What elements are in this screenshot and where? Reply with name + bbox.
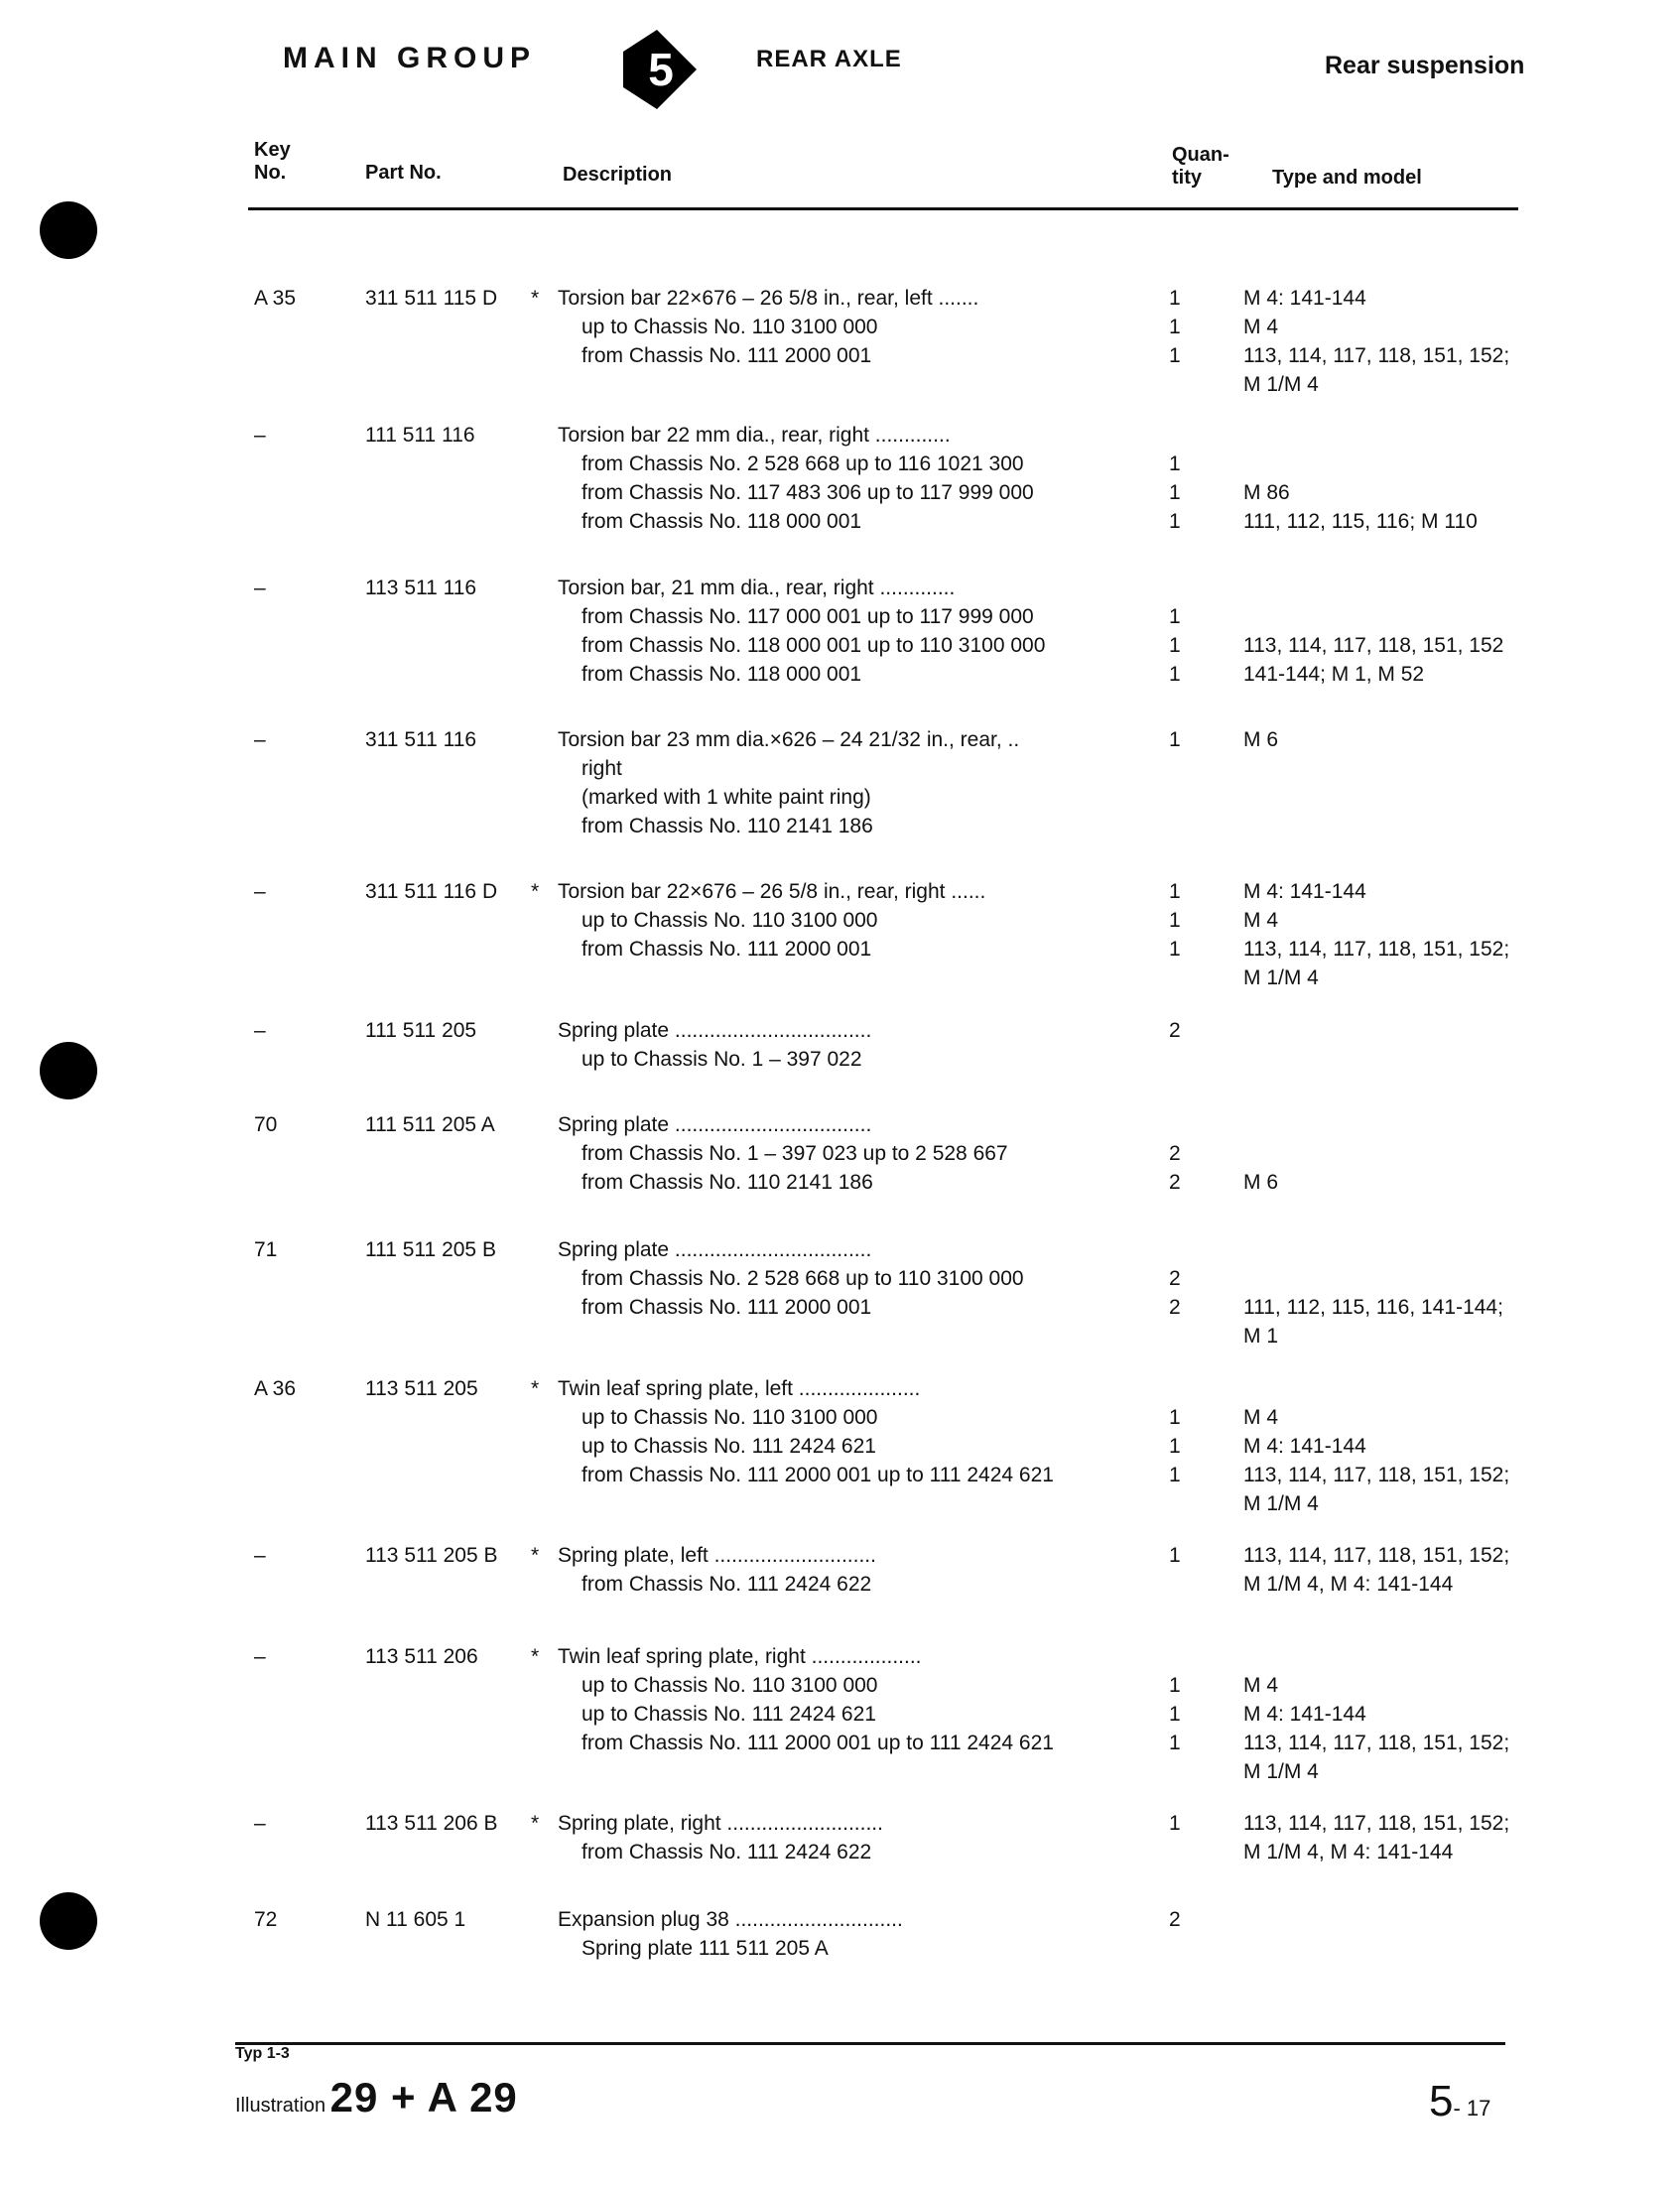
type-and-model-line: M 1/M 4 [1243,1760,1319,1783]
description [558,1642,1133,1757]
key-number: A 36 [254,1377,297,1400]
key-number: – [254,577,266,599]
quantity-line: 1 [1169,510,1181,533]
description-line: Torsion bar, 21 mm dia., rear, right ............. [558,577,956,599]
column-header-description: Description [563,164,673,186]
quantity [1169,1541,1181,1599]
quantity-line: 2 [1169,1908,1181,1931]
type-and-model-line: M 4 [1243,909,1279,932]
key-number: – [254,1645,266,1668]
quantity-line: 1 [1169,1435,1181,1458]
quantity [1169,1642,1181,1757]
type-and-model-line: M 4: 141-144 [1243,1435,1366,1458]
part-number: 111 511 116 [365,424,475,447]
part-number: 311 511 116 [365,728,477,751]
quantity-line: 1 [1169,481,1181,504]
type-and-model-line: M 86 [1243,481,1290,504]
main-group-label: MAIN GROUP [283,42,536,74]
quantity-line [1169,574,1181,602]
part-number: 111 511 205 A [365,1113,495,1136]
quantity-line: 1 [1169,344,1181,367]
type-and-model-line [1243,1374,1509,1403]
type-and-model-line: M 1/M 4, M 4: 141-144 [1243,1841,1454,1864]
quantity [1169,421,1181,536]
quantity-line [1169,1235,1181,1264]
type-and-model-line: M 4 [1243,1674,1279,1697]
quantity-line [1169,1110,1181,1139]
quantity-line [1169,1642,1181,1671]
part-number: 113 511 206 [365,1645,478,1668]
description-line: from Chassis No. 111 2000 001 [582,1296,872,1319]
type-and-model [1243,1642,1509,1786]
binder-hole-bottom [40,1892,97,1950]
type-and-model-line: 113, 114, 117, 118, 151, 152; [1243,1812,1510,1835]
quantity-line [1169,1045,1181,1074]
quantity-line: 1 [1169,287,1181,310]
type-and-model [1243,1110,1278,1197]
type-and-model-line: M 4 [1243,316,1279,338]
new-part-marker: * [531,1544,540,1567]
quantity-line: 1 [1169,1703,1181,1726]
description-line: up to Chassis No. 111 2424 621 [582,1435,876,1458]
type-and-model-line [1243,1139,1278,1168]
quantity-line: 2 [1169,1296,1181,1319]
part-number: 113 511 206 B [365,1812,498,1835]
description-line: (marked with 1 white paint ring) [582,786,871,809]
quantity-line: 1 [1169,909,1181,932]
type-and-model-line: M 6 [1243,1171,1279,1194]
quantity-line [1169,754,1181,783]
description-line: Spring plate, right ........................... [558,1812,883,1835]
description-line: from Chassis No. 111 2000 001 [582,938,872,961]
part-number: 111 511 205 B [365,1238,496,1261]
description-line: from Chassis No. 117 000 001 up to 117 999 000 [582,605,1034,628]
column-header-key: Key No. [254,139,291,184]
description-line: from Chassis No. 2 528 668 up to 116 1021 300 [582,452,1024,475]
quantity-line: 1 [1169,1464,1181,1486]
quantity-line: 1 [1169,880,1181,903]
binder-hole-top [40,201,97,259]
type-and-model-line [1243,1110,1278,1139]
key-number: – [254,424,266,447]
quantity-line: 2 [1169,1267,1181,1290]
type-and-model-line: 113, 114, 117, 118, 151, 152; [1243,1732,1510,1754]
group-number: 5 [648,44,674,95]
description-line: from Chassis No. 111 2000 001 up to 111 2424 621 [582,1464,1054,1486]
key-number: A 35 [254,287,297,310]
type-and-model-line [1243,1235,1503,1264]
column-header-quantity: Quan- tity [1172,144,1229,189]
quantity-line [1169,421,1181,450]
quantity-line: 1 [1169,1732,1181,1754]
type-and-model-line: M 1/M 4, M 4: 141-144 [1243,1573,1454,1596]
section-title: REAR AXLE [756,46,902,72]
quantity-line: 1 [1169,605,1181,628]
type-and-model [1243,877,1509,992]
quantity-line: 2 [1169,1019,1181,1042]
binder-hole-middle [40,1042,97,1099]
quantity-line [1169,1374,1181,1403]
key-number: 71 [254,1238,278,1261]
description [558,1809,1133,1866]
part-number: 113 511 116 [365,577,477,599]
group-number-badge [615,28,699,111]
part-number: 111 511 205 [365,1019,477,1042]
part-number: 113 511 205 B [365,1544,498,1567]
type-and-model-line [1243,602,1503,631]
quantity [1169,1809,1181,1866]
new-part-marker: * [531,1812,540,1835]
type-and-model-line: M 1/M 4 [1243,1492,1319,1515]
new-part-marker: * [531,1377,540,1400]
quantity-line: 1 [1169,316,1181,338]
description-line: up to Chassis No. 110 3100 000 [582,909,878,932]
type-and-model-line: M 4: 141-144 [1243,287,1366,310]
description-line: Twin leaf spring plate, left ..................... [558,1377,921,1400]
description-line: Spring plate .................................. [558,1113,872,1136]
description-line: Spring plate .................................. [558,1019,872,1042]
quantity-line [1169,1570,1181,1599]
part-number: 113 511 205 [365,1377,478,1400]
description-line: from Chassis No. 110 2141 186 [582,1171,873,1194]
type-and-model [1243,1541,1509,1599]
column-header-part: Part No. [365,162,442,184]
quantity [1169,574,1181,689]
description-line: Spring plate, left ............................ [558,1544,876,1567]
type-and-model [1243,1374,1509,1518]
quantity-line: 1 [1169,663,1181,686]
header-rule [248,207,1518,210]
footer-type-label: Typ 1-3 [235,2045,290,2062]
description-line: from Chassis No. 117 483 306 up to 117 999 000 [582,481,1034,504]
description-line: from Chassis No. 1 – 397 023 up to 2 528 667 [582,1142,1008,1165]
key-number: 70 [254,1113,278,1136]
description-line: from Chassis No. 118 000 001 [582,510,862,533]
type-and-model-line: M 1/M 4 [1243,373,1319,396]
description-line: from Chassis No. 111 2000 001 up to 111 2424 621 [582,1732,1054,1754]
type-and-model-line: 113, 114, 117, 118, 151, 152; [1243,1464,1510,1486]
type-and-model-line [1243,450,1478,478]
type-and-model-line: 113, 114, 117, 118, 151, 152; [1243,938,1510,961]
type-and-model [1243,284,1509,399]
type-and-model-line: M 4 [1243,1406,1279,1429]
type-and-model-line: M 4: 141-144 [1243,1703,1366,1726]
quantity [1169,1374,1181,1489]
description [558,1374,1133,1489]
type-and-model-line: M 1/M 4 [1243,966,1319,989]
description-line: Spring plate 111 511 205 A [582,1937,829,1960]
description-line: from Chassis No. 110 2141 186 [582,815,873,837]
description-line: Torsion bar 22×676 – 26 5/8 in., rear, right ...... [558,880,986,903]
quantity-line: 1 [1169,1544,1181,1567]
description [558,1016,1133,1074]
type-and-model-line: M 4: 141-144 [1243,880,1366,903]
description-line: Torsion bar 23 mm dia.×626 – 24 21/32 in., rear, .. [558,728,1020,751]
type-and-model-line: 141-144; M 1, M 52 [1243,663,1425,686]
key-number: – [254,1812,266,1835]
page-number [1429,2077,1490,2126]
quantity-line: 1 [1169,938,1181,961]
quantity-line: 1 [1169,634,1181,657]
description [558,877,1133,964]
key-number: 72 [254,1908,278,1931]
description [558,1905,1133,1963]
type-and-model-line [1243,421,1478,450]
description-line: up to Chassis No. 110 3100 000 [582,1674,878,1697]
type-and-model-line: M 1 [1243,1325,1279,1348]
quantity-line: 1 [1169,452,1181,475]
quantity-line [1169,812,1181,840]
quantity-line: 2 [1169,1142,1181,1165]
description [558,284,1133,370]
description-line: from Chassis No. 118 000 001 [582,663,862,686]
quantity-line [1169,1838,1181,1866]
page-title: Rear suspension [1325,52,1525,79]
description-line: right [582,757,622,780]
type-and-model-line: 113, 114, 117, 118, 151, 152; [1243,344,1510,367]
type-and-model [1243,421,1478,536]
part-number: N 11 605 1 [365,1908,466,1931]
new-part-marker: * [531,1645,540,1668]
quantity [1169,1110,1181,1197]
quantity [1169,1235,1181,1322]
quantity-line: 2 [1169,1171,1181,1194]
description-line: Torsion bar 22×676 – 26 5/8 in., rear, left ....... [558,287,979,310]
description [558,1541,1133,1599]
part-number: 311 511 116 D [365,880,498,903]
type-and-model [1243,574,1503,689]
description [558,725,1133,840]
description-line: from Chassis No. 2 528 668 up to 110 3100 000 [582,1267,1024,1290]
illustration-number: 29 + A 29 [329,2074,518,2121]
description-line: up to Chassis No. 110 3100 000 [582,1406,878,1429]
key-number: – [254,728,266,751]
quantity-line: 1 [1169,728,1181,751]
quantity [1169,877,1181,964]
type-and-model [1243,1235,1503,1350]
quantity-line [1169,1934,1181,1963]
new-part-marker: * [531,287,540,310]
type-and-model [1243,725,1278,754]
part-number: 311 511 115 D [365,287,498,310]
key-number: – [254,1019,266,1042]
description-line: from Chassis No. 111 2424 622 [582,1573,872,1596]
type-and-model [1243,1809,1509,1866]
illustration-label: Illustration [235,2095,326,2117]
description-line: from Chassis No. 111 2000 001 [582,344,872,367]
page-number-main: 5 [1429,2077,1454,2125]
quantity-line: 1 [1169,1812,1181,1835]
quantity [1169,1905,1181,1963]
description [558,574,1133,689]
description-line: from Chassis No. 111 2424 622 [582,1841,872,1864]
key-number: – [254,880,266,903]
type-and-model-line [1243,1264,1503,1293]
quantity-line: 1 [1169,1406,1181,1429]
type-and-model-line: M 6 [1243,728,1279,751]
description-line: Torsion bar 22 mm dia., rear, right ............. [558,424,951,447]
type-and-model-line [1243,1642,1509,1671]
description [558,1235,1133,1322]
key-number: – [254,1544,266,1567]
description [558,421,1133,536]
type-and-model-line: 113, 114, 117, 118, 151, 152 [1243,634,1504,657]
description-line: up to Chassis No. 1 – 397 022 [582,1048,862,1071]
description-line: from Chassis No. 118 000 001 up to 110 3100 000 [582,634,1046,657]
type-and-model-line: 111, 112, 115, 116, 141-144; [1243,1296,1503,1319]
type-and-model-line: 111, 112, 115, 116; M 110 [1243,510,1478,533]
description-line: up to Chassis No. 111 2424 621 [582,1703,876,1726]
type-and-model-line [1243,574,1503,602]
description [558,1110,1133,1197]
quantity [1169,284,1181,370]
description-line: Twin leaf spring plate, right ................... [558,1645,922,1668]
footer-rule [235,2042,1505,2045]
footer-illustration [235,2074,518,2121]
quantity [1169,725,1181,840]
new-part-marker: * [531,880,540,903]
quantity [1169,1016,1181,1074]
quantity-line [1169,783,1181,812]
column-header-model: Type and model [1272,167,1422,189]
page-number-sub: - 17 [1453,2096,1491,2121]
description-line: Expansion plug 38 ............................. [558,1908,903,1931]
description-line: Spring plate .................................. [558,1238,872,1261]
quantity-line: 1 [1169,1674,1181,1697]
type-and-model-line: 113, 114, 117, 118, 151, 152; [1243,1544,1510,1567]
description-line: up to Chassis No. 110 3100 000 [582,316,878,338]
